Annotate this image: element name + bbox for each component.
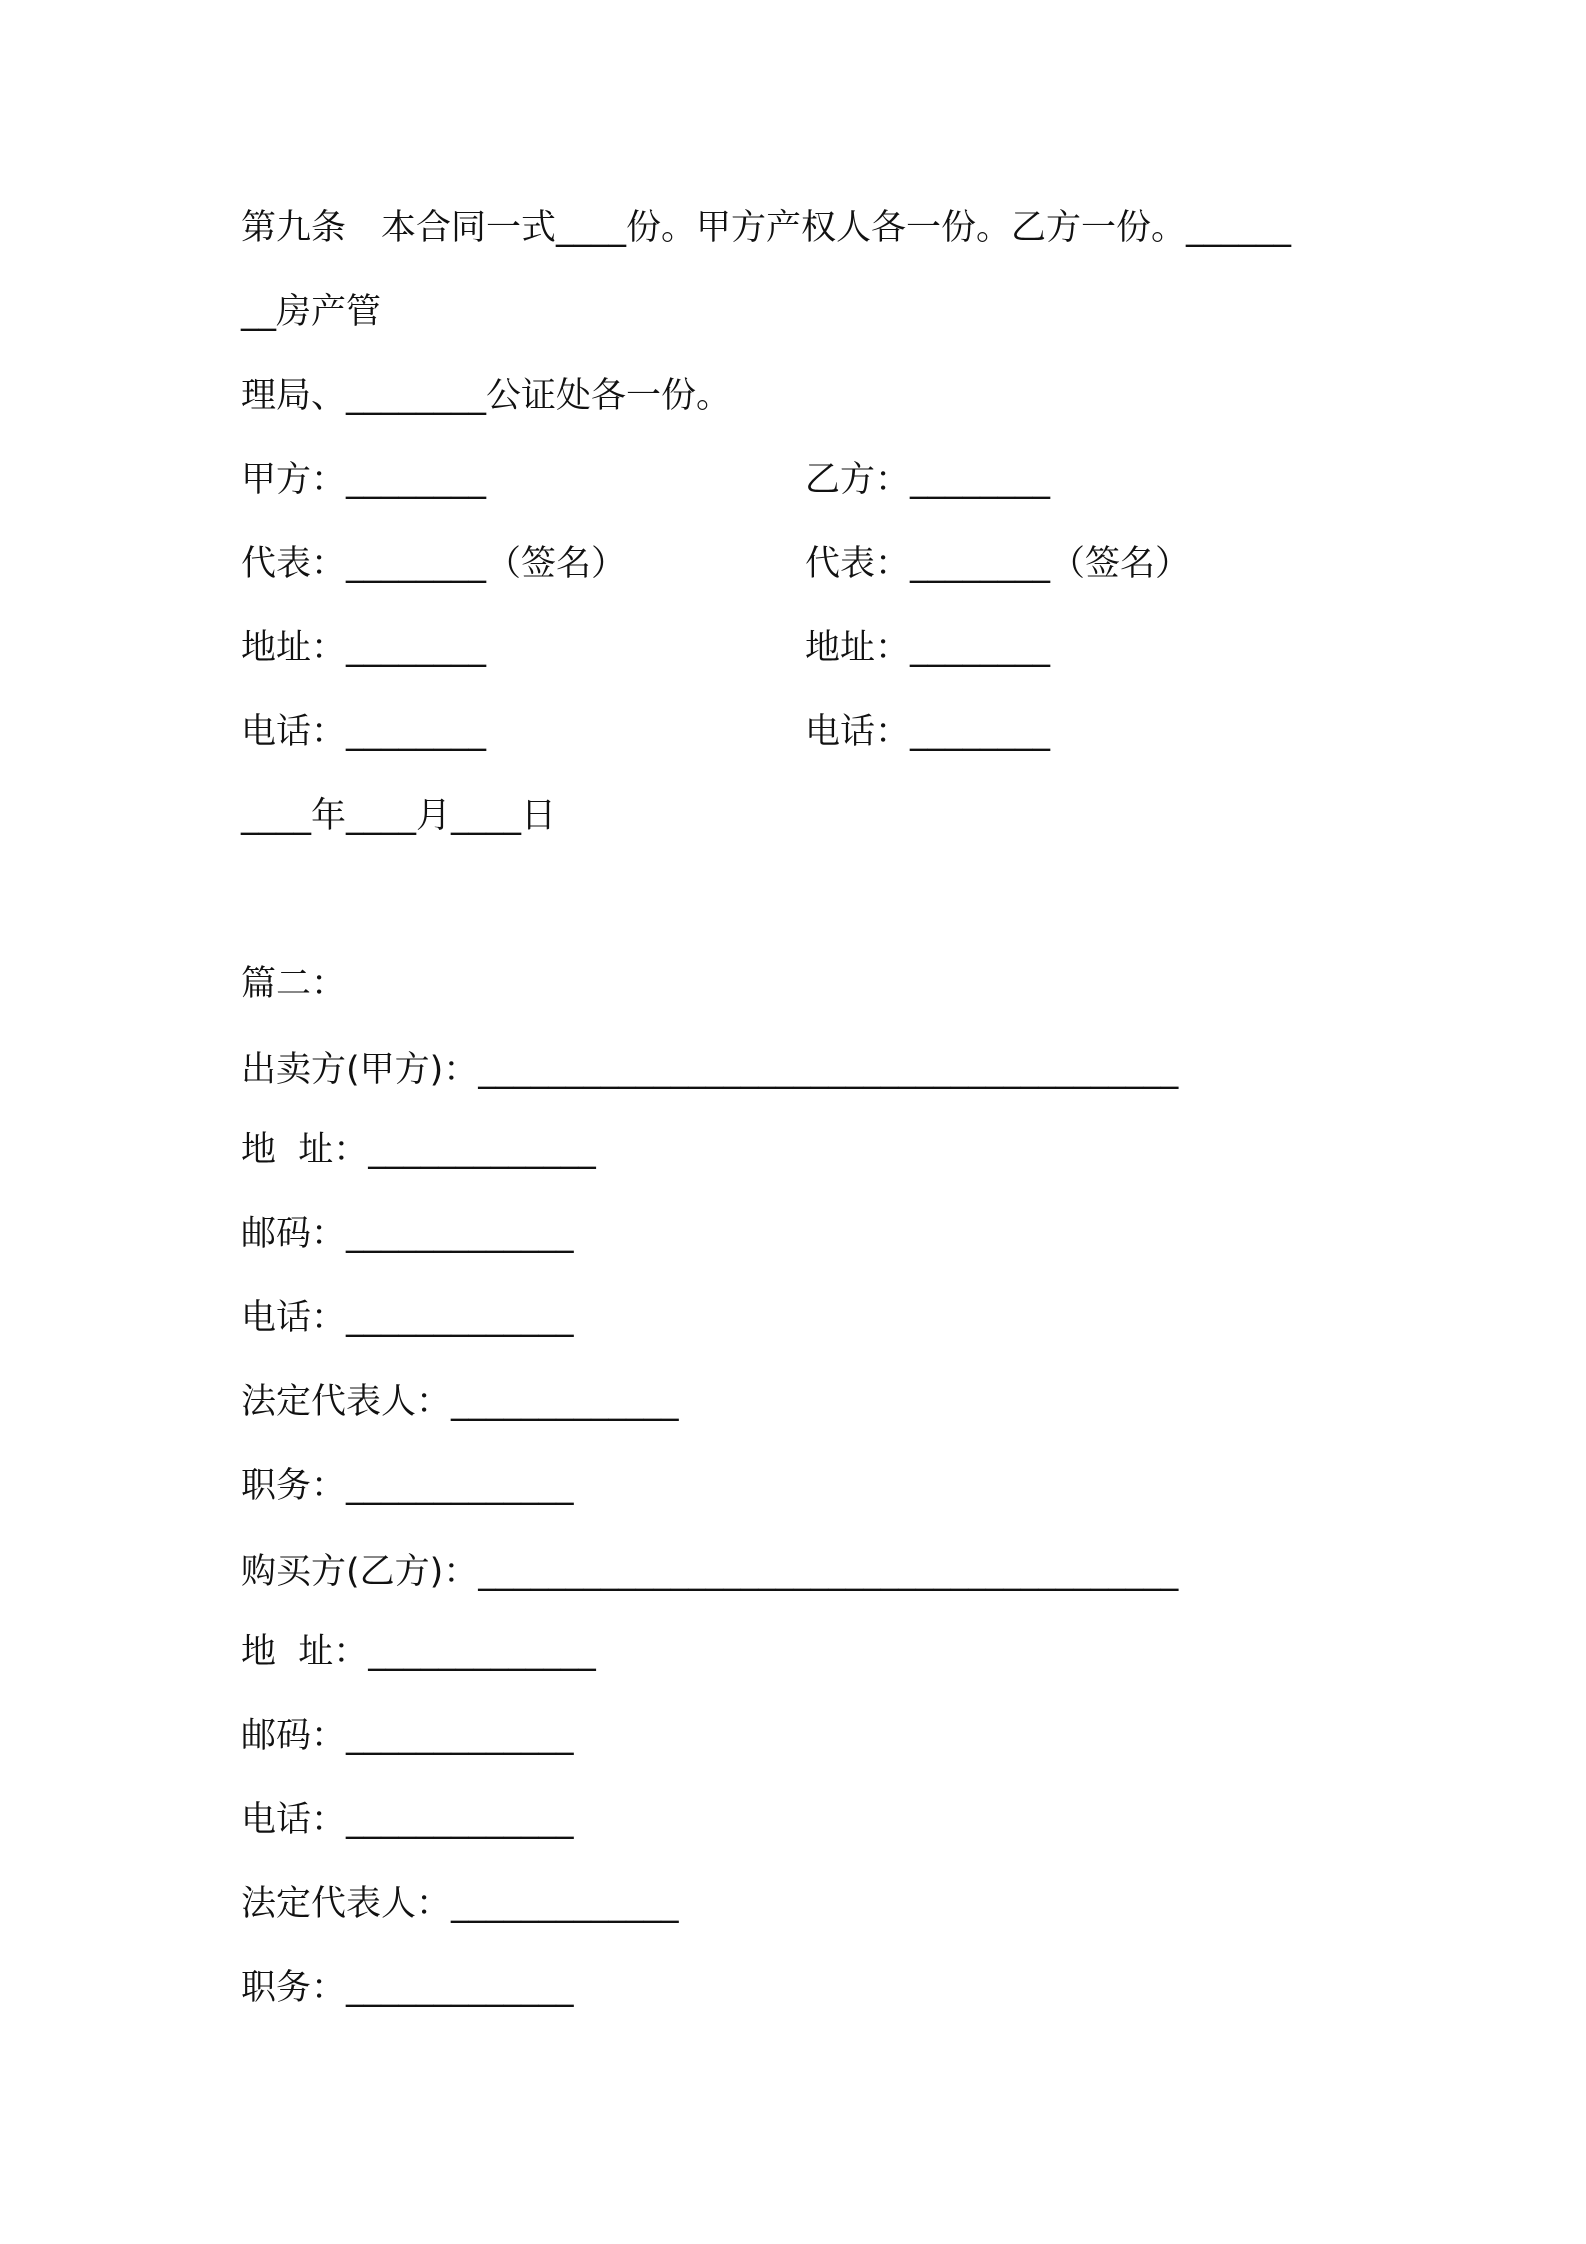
seller-postcode: 邮码：_____________ <box>241 1214 574 1254</box>
party-a-label: 甲方：________ <box>241 460 487 500</box>
seller-position: 职务：_____________ <box>241 1466 574 1506</box>
party-b-phone: 电话：________ <box>805 712 1051 752</box>
buyer-name: 购买方(乙方)：________________________________________ <box>241 1552 1179 1592</box>
party-a-phone: 电话：________ <box>241 712 487 752</box>
party-b-representative: 代表：________（签名） <box>805 544 1191 584</box>
signing-date: ____年____月____日 <box>241 796 557 836</box>
party-b-address: 地址：________ <box>805 628 1051 668</box>
seller-phone: 电话：_____________ <box>241 1298 574 1338</box>
clause-nine-line-1: 第九条 本合同一式____份。甲方产权人各一份。乙方一份。______ <box>241 208 1292 248</box>
clause-nine-line-3: 理局、________公证处各一份。 <box>241 376 732 416</box>
section-two-title: 篇二： <box>241 964 347 1004</box>
buyer-postcode: 邮码：_____________ <box>241 1716 574 1756</box>
buyer-legal-representative: 法定代表人：_____________ <box>241 1884 679 1924</box>
party-b-label: 乙方：________ <box>805 460 1051 500</box>
clause-nine-line-2: __房产管 <box>241 292 382 332</box>
seller-name: 出卖方(甲方)：________________________________________ <box>241 1050 1179 1090</box>
seller-address: 地 址：_____________ <box>241 1130 596 1170</box>
seller-legal-representative: 法定代表人：_____________ <box>241 1382 679 1422</box>
buyer-address: 地 址：_____________ <box>241 1632 596 1672</box>
party-a-address: 地址：________ <box>241 628 487 668</box>
party-a-representative: 代表：________（签名） <box>241 544 627 584</box>
buyer-position: 职务：_____________ <box>241 1968 574 2008</box>
buyer-phone: 电话：_____________ <box>241 1800 574 1840</box>
